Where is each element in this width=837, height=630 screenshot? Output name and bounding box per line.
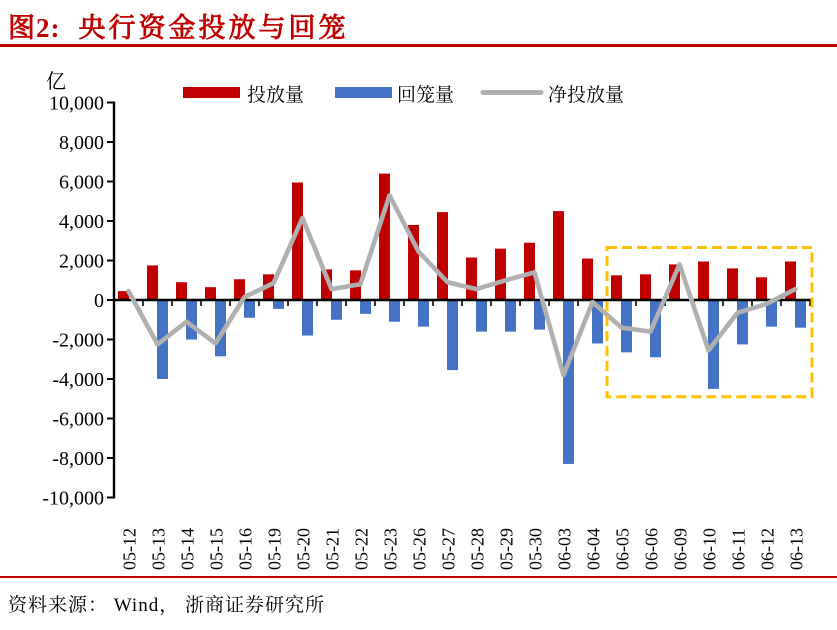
x-tick-label: 05-15 (206, 528, 227, 570)
bar (205, 287, 216, 300)
legend-label-withdraw: 回笼量 (397, 85, 455, 106)
y-tick-label: 2,000 (59, 250, 104, 273)
x-tick-label: 06-09 (670, 528, 691, 570)
y-tick-label: 10,000 (49, 92, 104, 115)
bar (611, 275, 622, 300)
y-tick-label: -4,000 (52, 369, 104, 391)
bar (360, 300, 371, 314)
x-tick-label: 05-22 (351, 528, 372, 570)
bar (640, 274, 651, 300)
y-tick-label: -10,000 (42, 487, 104, 510)
x-tick-label: 05-13 (148, 528, 169, 570)
x-tick-label: 05-28 (467, 528, 488, 570)
y-tick-label: 0 (94, 290, 104, 312)
figure-number: 图2: (8, 13, 61, 43)
bars-withdraw (157, 300, 806, 464)
bar (418, 300, 429, 327)
y-tick-label: -6,000 (52, 408, 104, 431)
x-tick-label: 05-26 (409, 528, 430, 570)
bar (331, 300, 342, 320)
legend-swatch-inject (183, 87, 240, 98)
x-tick-label: 05-20 (293, 528, 314, 570)
bar (476, 300, 487, 332)
bar (553, 211, 564, 300)
x-tick-label: 05-16 (235, 528, 256, 570)
y-axis (42, 93, 114, 510)
bar (582, 259, 593, 300)
x-tick-label: 05-30 (525, 528, 546, 570)
bar (302, 300, 313, 336)
bar (447, 300, 458, 370)
figure-name: 央行资金投放与回笼 (78, 13, 349, 43)
x-tick-label: 06-13 (786, 528, 807, 570)
bar (756, 277, 767, 300)
y-axis-unit-label: 亿 (46, 71, 66, 93)
bar (727, 268, 738, 300)
x-tick-label: 05-29 (496, 528, 517, 570)
bars-inject (118, 174, 796, 300)
bar (698, 261, 709, 300)
x-tick-label: 05-21 (322, 528, 343, 570)
bar (389, 300, 400, 322)
bar (795, 300, 806, 328)
bar (244, 300, 255, 318)
x-tick-label: 05-12 (119, 528, 140, 570)
x-axis-labels (120, 528, 807, 570)
x-tick-label: 05-27 (438, 528, 459, 570)
bar (466, 258, 477, 300)
x-tick-label: 05-19 (264, 528, 285, 570)
x-tick-label: 05-14 (177, 528, 198, 570)
net-line (129, 195, 796, 375)
bar (495, 249, 506, 300)
bar (437, 212, 448, 300)
x-tick-label: 06-10 (699, 528, 720, 570)
y-tick-label: 8,000 (59, 132, 104, 154)
footer-divider (0, 576, 837, 578)
legend-label-net: 净投放量 (548, 85, 625, 106)
x-tick-label: 06-12 (757, 528, 778, 570)
bar (563, 300, 574, 464)
legend (183, 84, 624, 106)
bar (176, 282, 187, 300)
bar (737, 300, 748, 344)
y-tick-label: 6,000 (59, 171, 104, 194)
bar (505, 300, 516, 332)
bar (147, 265, 158, 300)
x-tick-label: 06-06 (641, 528, 662, 570)
x-tick-label: 06-05 (612, 528, 633, 570)
x-tick-label: 06-04 (583, 528, 604, 570)
legend-swatch-withdraw (335, 87, 392, 98)
y-tick-label: 4,000 (59, 211, 104, 233)
legend-label-inject: 投放量 (247, 85, 305, 106)
y-tick-label: -8,000 (52, 448, 104, 470)
source-note: 资料来源： Wind， 浙商证券研究所 (8, 595, 325, 616)
y-tick-label: -2,000 (52, 329, 104, 352)
x-tick-label: 06-03 (554, 528, 575, 570)
bar (379, 174, 390, 300)
bar (273, 300, 284, 309)
x-tick-label: 05-23 (380, 528, 401, 570)
x-tick-label: 06-11 (728, 528, 749, 570)
